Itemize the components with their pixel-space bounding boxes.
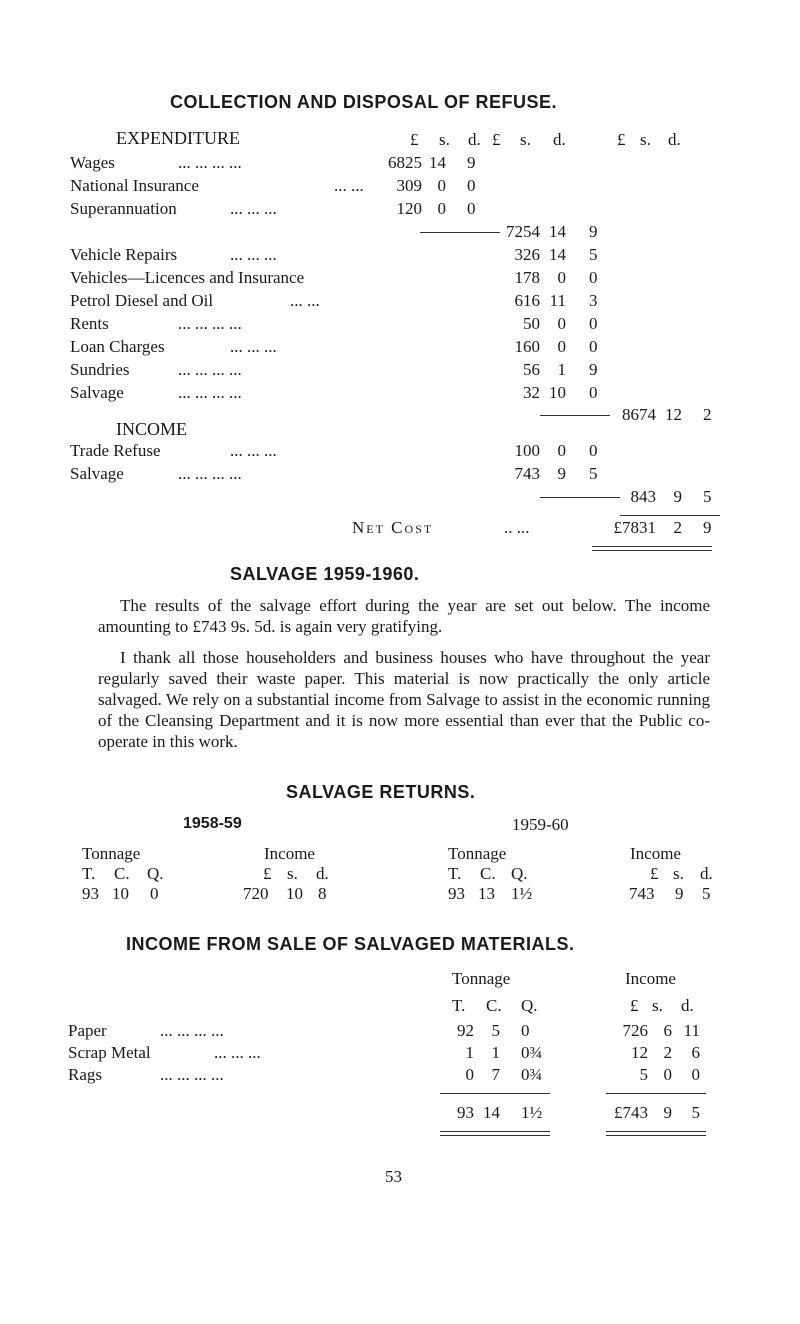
row-pounds: 32 [523,383,540,402]
rule [606,1093,706,1094]
qtr-total: 1½ [521,1103,543,1122]
row-pounds: 616 [514,291,540,310]
row-label: Wages [70,153,115,172]
row-pence: 9 [467,153,476,172]
pence-value: 0 [691,1065,700,1084]
pounds-value: 726 [622,1021,648,1040]
row-shillings: 0 [437,176,446,195]
row-label: Salvage [70,464,124,483]
shillings-total: 9 [663,1103,672,1122]
page-number: 53 [385,1167,402,1186]
income-total-shillings: 9 [673,487,682,506]
shillings-value: 9 [675,884,684,903]
pounds-value: 5 [639,1065,648,1084]
tons-header: T. [448,864,462,883]
income-header-1: Income [264,844,315,863]
income-total-pence: 5 [703,487,712,506]
expenditure-heading: EXPENDITURE [116,128,240,148]
income-header-2: Income [630,844,681,863]
row-dots: ... ... ... [214,1043,261,1062]
row-shillings: 11 [549,291,566,310]
col2-pound-header: £ [492,130,501,149]
pence-total: 5 [691,1103,700,1122]
pence-value: 5 [702,884,711,903]
qtr-value: 0¾ [521,1065,543,1084]
row-label: Petrol Diesel and Oil [70,291,214,310]
pounds-value: 12 [631,1043,648,1062]
row-shillings: 0 [557,314,566,333]
row-dots: ... ... ... ... [178,153,242,172]
row-dots: ... ... [290,291,320,310]
rule [620,515,720,516]
row-dots: ... ... ... [230,245,277,264]
paragraph-results: The results of the salvage effort during the year are set out below. The income amounting to £743 9s. 5d. is again very gratifying. [98,596,710,636]
net-cost-pounds: £7831 [613,518,656,537]
row-pounds: 743 [514,464,540,483]
pence-header: d. [681,996,694,1015]
qtr-value: 1½ [511,884,533,903]
subtotal-shillings: 14 [549,222,566,241]
row-pounds: 100 [514,441,540,460]
tons-value: 93 [448,884,465,903]
row-label: National Insurance [70,176,199,195]
row-pence: 5 [589,245,598,264]
row-label: Scrap Metal [68,1043,151,1062]
row-shillings: 14 [549,245,566,264]
row-label: Trade Refuse [70,441,161,460]
row-pounds: 120 [396,199,422,218]
row-label: Vehicle Repairs [70,245,178,264]
double-rule [440,1131,550,1136]
row-label: Superannuation [70,199,177,218]
row-label: Rents [70,314,109,333]
shillings-value: 10 [286,884,303,903]
row-label: Paper [68,1021,107,1040]
tonnage-header-2: Tonnage [448,844,507,863]
row-label: Loan Charges [70,337,165,356]
shilling-header: s. [652,996,663,1015]
row-pence: 9 [589,360,598,379]
tons-value: 1 [465,1043,474,1062]
pounds-value: 720 [243,884,269,903]
qtr-header: Q. [511,864,528,883]
row-dots: ... ... ... ... [160,1065,224,1084]
row-dots: ... ... ... ... [178,383,242,402]
row-pounds: 50 [523,314,540,333]
paragraph-thanks: I thank all those householders and business houses who have throughout the year regularly saved their waste paper. This material is now practically the only article salvaged. We rely on a substantial income from Salvage to assist in the economic running of the Cleansing Department and it is now more essential than ever that the Public co-operate in this work. [98,648,710,751]
shilling-header: s. [287,864,298,883]
shilling-header: s. [673,864,684,883]
pence-header: d. [700,864,713,883]
row-dots: ... ... ... ... [178,314,242,333]
cwt-value: 13 [478,884,495,903]
col3-pence-header: d. [668,130,681,149]
cwt-header: C. [486,996,502,1015]
subtotal-pence: 9 [589,222,598,241]
col3-pound-header: £ [617,130,626,149]
pence-value: 6 [691,1043,700,1062]
row-pence: 0 [467,199,476,218]
pence-value: 11 [683,1021,700,1040]
row-pence: 0 [589,441,598,460]
year-1959-60: 1959-60 [512,815,569,834]
cwt-total: 14 [483,1103,500,1122]
col1-pence-header: d. [468,130,481,149]
row-shillings: 0 [557,337,566,356]
row-dots: ... ... ... [230,441,277,460]
row-shillings: 14 [429,153,446,172]
row-pounds: 160 [514,337,540,356]
income-heading: INCOME [116,419,187,439]
row-pounds: 6825 [388,153,422,172]
pound-header: £ [630,996,639,1015]
row-dots: ... ... ... [230,199,277,218]
pounds-value: 743 [629,884,655,903]
tons-total: 93 [457,1103,474,1122]
row-label: Sundries [70,360,130,379]
tonnage-header-1: Tonnage [82,844,141,863]
qtr-value: 0 [521,1021,530,1040]
tonnage-header: Tonnage [452,969,511,988]
pound-header: £ [650,864,659,883]
row-pounds: 326 [514,245,540,264]
row-dots: ... ... [334,176,364,195]
expenditure-total-pounds: 8674 [622,405,656,424]
qtr-header: Q. [521,996,538,1015]
row-pence: 3 [589,291,598,310]
cwt-value: 5 [491,1021,500,1040]
row-pence: 0 [589,383,598,402]
page-title: COLLECTION AND DISPOSAL OF REFUSE. [170,92,558,112]
shillings-value: 0 [663,1065,672,1084]
row-shillings: 0 [557,441,566,460]
income-total-pounds: 843 [630,487,656,506]
net-cost-pence: 9 [703,518,712,537]
sales-heading: INCOME FROM SALE OF SALVAGED MATERIALS. [126,934,575,954]
cwt-value: 1 [491,1043,500,1062]
row-label: Salvage [70,383,124,402]
pounds-total: £743 [614,1103,648,1122]
row-pence: 0 [589,268,598,287]
qtr-header: Q. [147,864,164,883]
expenditure-total-pence: 2 [703,405,712,424]
net-cost-label: Net Cost [352,518,434,537]
col3-shilling-header: s. [640,130,651,149]
cwt-value: 10 [112,884,129,903]
row-pounds: 309 [396,176,422,195]
tons-value: 92 [457,1021,474,1040]
cwt-header: C. [114,864,130,883]
row-pounds: 178 [514,268,540,287]
net-cost-dots: .. ... [504,518,530,537]
tons-value: 93 [82,884,99,903]
shillings-value: 2 [663,1043,672,1062]
col1-pound-header: £ [410,130,419,149]
row-pounds: 56 [523,360,540,379]
col2-pence-header: d. [553,130,566,149]
row-shillings: 9 [557,464,566,483]
row-pence: 5 [589,464,598,483]
qtr-value: 0 [150,884,159,903]
rule [440,1093,550,1094]
row-dots: ... ... ... ... [160,1021,224,1040]
income-header: Income [625,969,676,988]
double-rule [606,1131,706,1136]
row-shillings: 0 [557,268,566,287]
row-dots: ... ... ... ... [178,464,242,483]
col1-shilling-header: s. [439,130,450,149]
row-label: Vehicles—Licences and Insurance [70,268,305,287]
row-dots: ... ... ... [230,337,277,356]
expenditure-total-shillings: 12 [665,405,682,424]
pound-header: £ [263,864,272,883]
double-rule [592,546,712,551]
net-cost-shillings: 2 [673,518,682,537]
subtotal-pounds: 7254 [506,222,540,241]
row-shillings: 10 [549,383,566,402]
qtr-value: 0¾ [521,1043,543,1062]
col2-shilling-header: s. [520,130,531,149]
salvage-heading: SALVAGE 1959-1960. [230,564,420,584]
tons-header: T. [452,996,466,1015]
row-shillings: 0 [437,199,446,218]
cwt-value: 7 [491,1065,500,1084]
row-pence: 0 [589,337,598,356]
cwt-header: C. [480,864,496,883]
tons-header: T. [82,864,96,883]
row-dots: ... ... ... ... [178,360,242,379]
year-1958-59: 1958-59 [183,815,242,832]
row-label: Rags [68,1065,102,1084]
salvage-returns-heading: SALVAGE RETURNS. [286,782,476,802]
row-pence: 0 [589,314,598,333]
row-shillings: 1 [557,360,566,379]
pence-value: 8 [318,884,327,903]
row-pence: 0 [467,176,476,195]
shillings-value: 6 [663,1021,672,1040]
pence-header: d. [316,864,329,883]
tons-value: 0 [465,1065,474,1084]
